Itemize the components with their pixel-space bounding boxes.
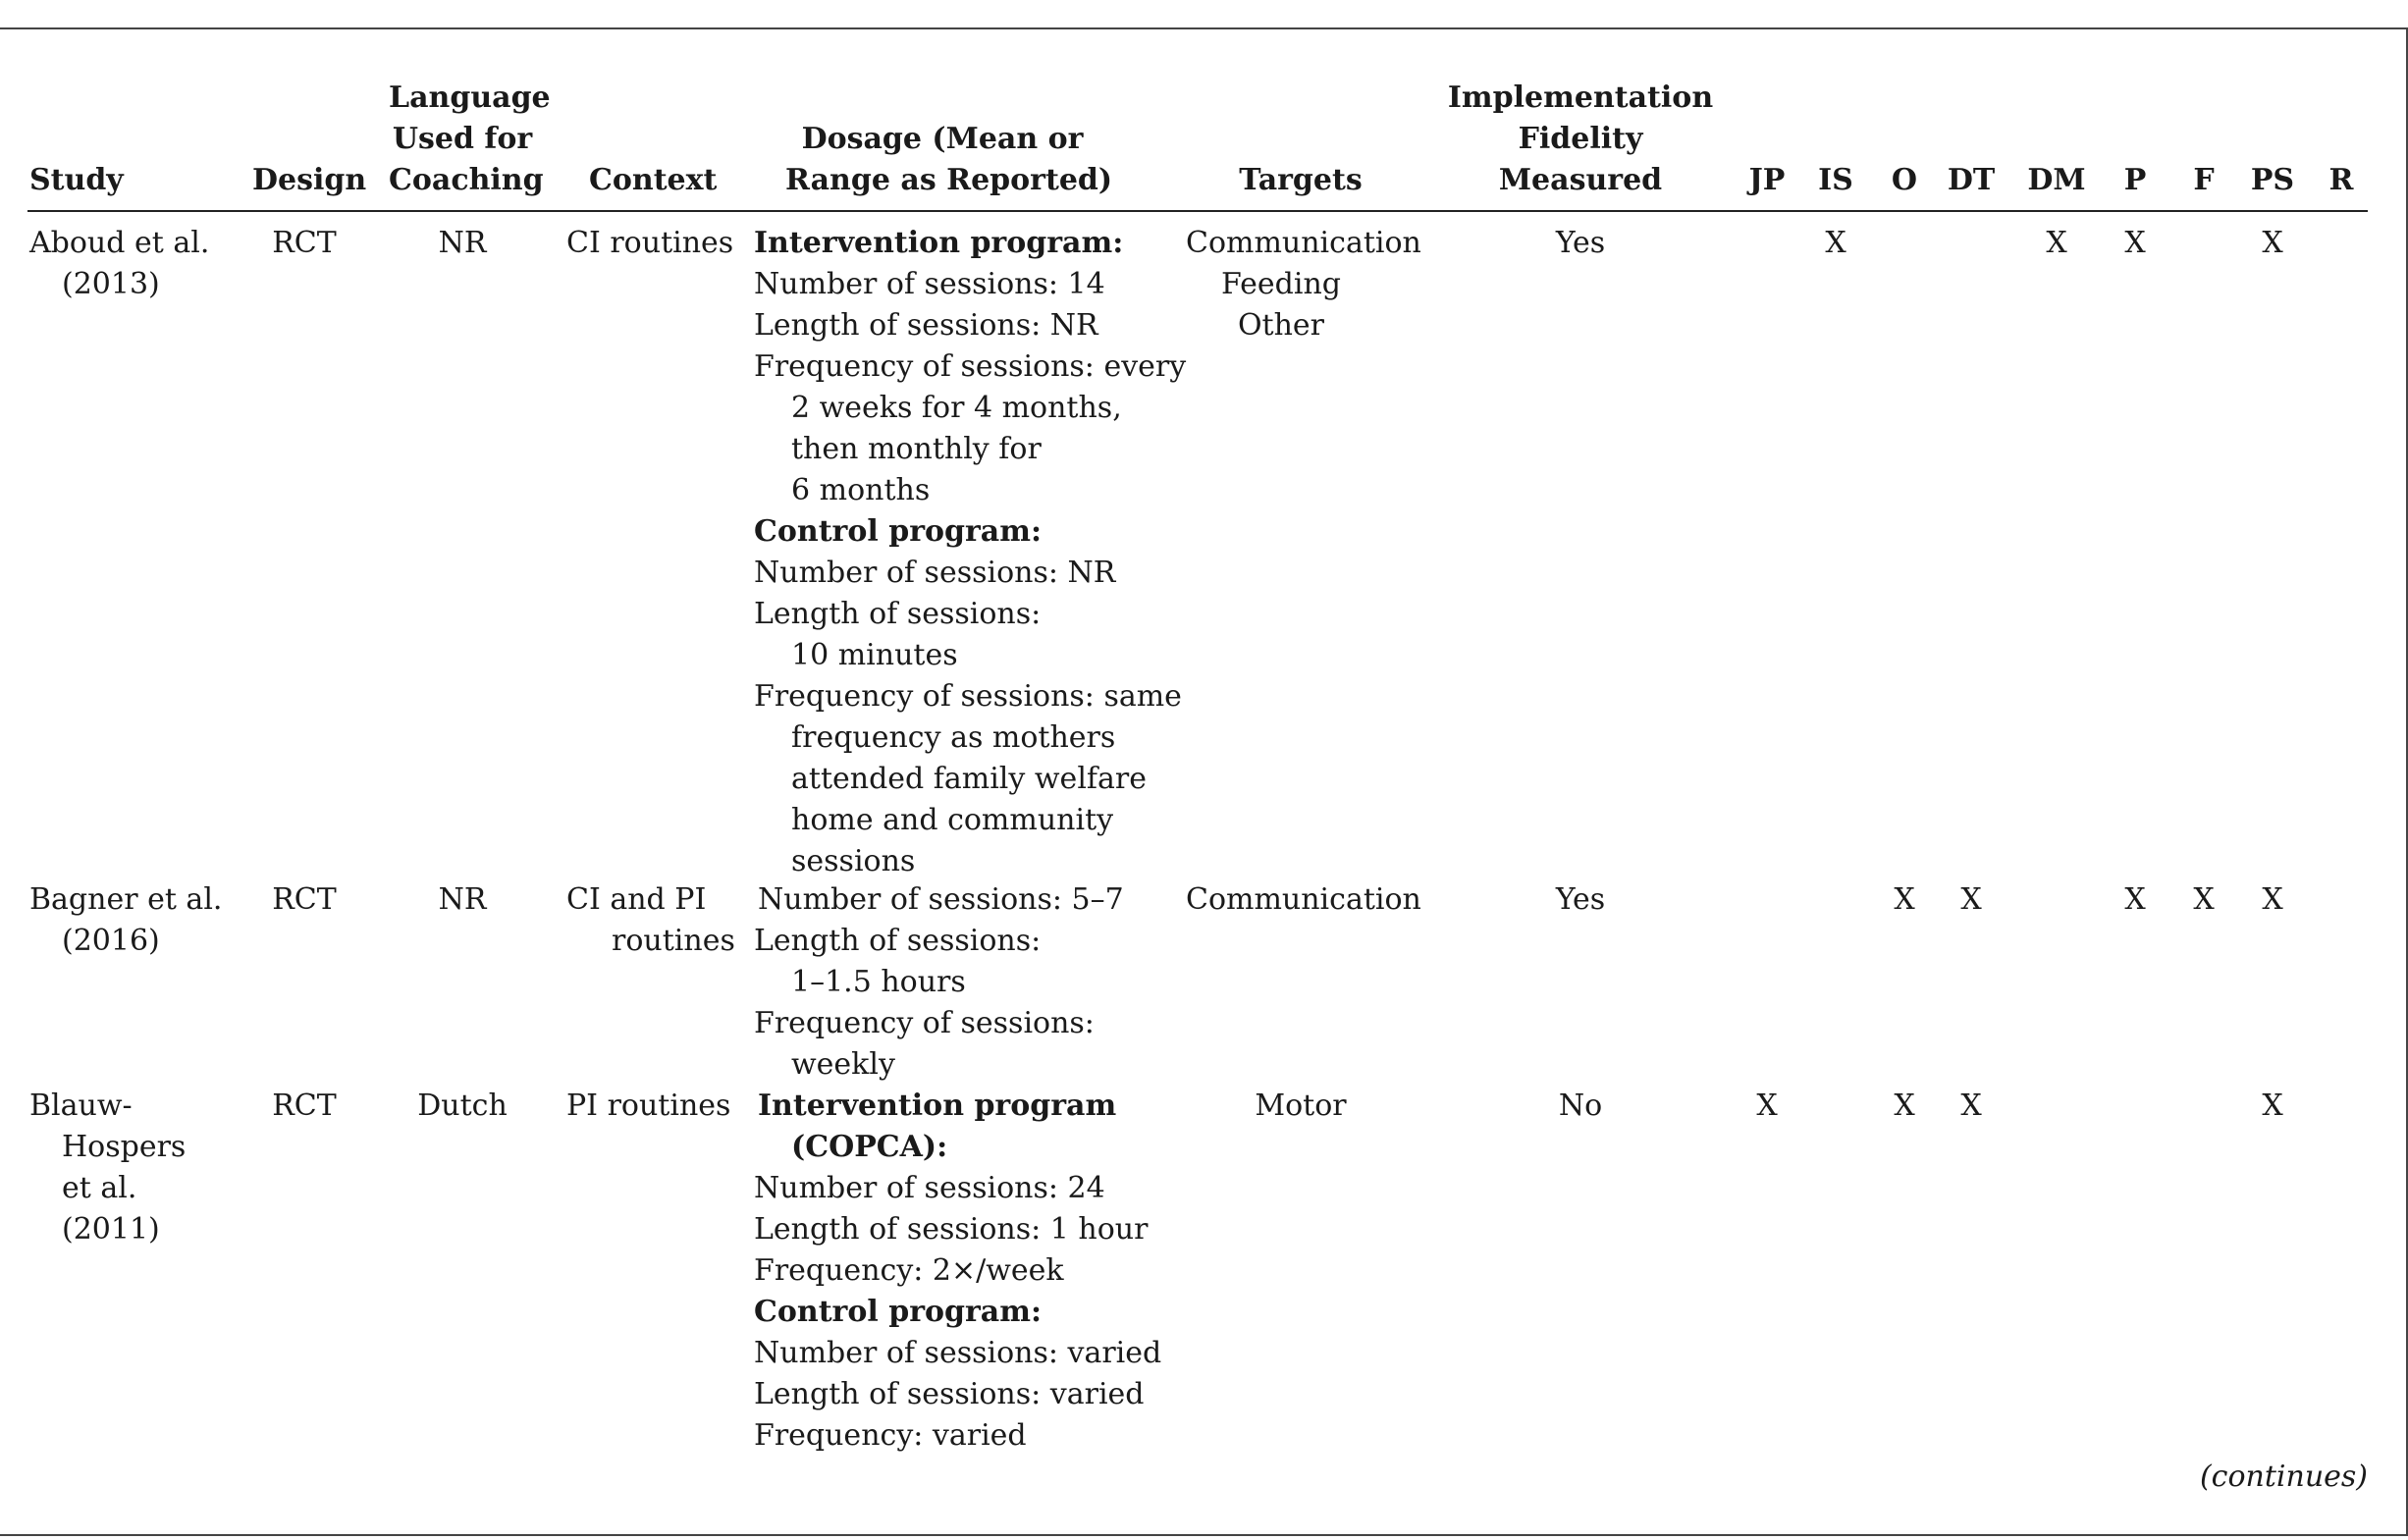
dosage-line: Frequency: 2×/week	[754, 1253, 1064, 1288]
header-is: IS	[1818, 163, 1853, 197]
header-o: O	[1891, 163, 1918, 197]
study-name: Aboud et al.	[29, 226, 210, 260]
dosage-line: 1–1.5 hours	[791, 965, 966, 999]
dosage-line: then monthly for	[791, 432, 1042, 466]
mark-o: X	[1894, 882, 1915, 917]
dosage-line: Frequency of sessions:	[754, 1006, 1095, 1040]
language-cell: Dutch	[417, 1089, 508, 1123]
study-name: Hospers	[62, 1130, 187, 1164]
mark-p: X	[2124, 226, 2146, 260]
dosage-line: Number of sessions: 24	[754, 1171, 1105, 1205]
table-bottom-border	[0, 1534, 2408, 1536]
mark-ps: X	[2262, 882, 2283, 917]
study-year: (2016)	[62, 924, 160, 958]
target-cell: Motor	[1255, 1089, 1347, 1123]
table-top-border	[0, 27, 2408, 29]
fidelity-cell: No	[1558, 1089, 1603, 1123]
header-r: R	[2328, 163, 2354, 197]
header-study: Study	[29, 163, 124, 197]
dosage-line: 6 months	[791, 473, 931, 507]
header-context: Context	[589, 163, 718, 197]
dosage-line: Control program:	[754, 514, 1043, 549]
study-name: Bagner et al.	[29, 882, 223, 917]
header-language-line-1: Language	[389, 80, 551, 115]
dosage-line: Length of sessions: varied	[754, 1377, 1145, 1411]
header-language-line-2: Used for	[392, 122, 533, 156]
dosage-line: frequency as mothers	[791, 720, 1116, 755]
dosage-line: Intervention program:	[754, 226, 1124, 260]
dosage-line: Number of sessions: 14	[754, 267, 1105, 301]
dosage-line: Intervention program	[758, 1089, 1117, 1123]
target-cell: Communication	[1186, 882, 1421, 917]
mark-ps: X	[2262, 1089, 2283, 1123]
header-dm: DM	[2027, 163, 2086, 197]
dosage-line: weekly	[791, 1047, 895, 1082]
mark-o: X	[1894, 1089, 1915, 1123]
language-cell: NR	[438, 226, 487, 260]
study-name: et al.	[62, 1171, 137, 1205]
continues-note: (continues)	[2199, 1460, 2368, 1494]
target-cell: Communication	[1186, 226, 1421, 260]
design-cell: RCT	[272, 882, 337, 917]
header-fidelity-line-1: Implementation	[1447, 80, 1714, 115]
dosage-line: Length of sessions: 1 hour	[754, 1212, 1149, 1247]
header-jp: JP	[1748, 163, 1786, 197]
study-year: (2011)	[62, 1212, 160, 1247]
design-cell: RCT	[272, 226, 337, 260]
mark-f: X	[2193, 882, 2215, 917]
mark-dm: X	[2046, 226, 2067, 260]
mark-jp: X	[1756, 1089, 1778, 1123]
header-p: P	[2123, 163, 2147, 197]
dosage-line: Frequency: varied	[754, 1418, 1027, 1453]
dosage-line: Length of sessions:	[754, 924, 1042, 958]
dosage-line: home and community	[791, 803, 1114, 837]
target-cell: Other	[1237, 308, 1325, 343]
dosage-line: 10 minutes	[791, 638, 958, 672]
mark-ps: X	[2262, 226, 2283, 260]
fidelity-cell: Yes	[1555, 882, 1606, 917]
mark-dt: X	[1960, 1089, 1982, 1123]
study-name: Blauw-	[29, 1089, 133, 1123]
study-year: (2013)	[62, 267, 160, 301]
header-dosage-line-1: Dosage (Mean or	[801, 122, 1084, 156]
target-cell: Feeding	[1220, 267, 1341, 301]
header-design: Design	[252, 163, 367, 197]
dosage-line: Number of sessions: NR	[754, 556, 1116, 590]
dosage-line: Control program:	[754, 1295, 1043, 1329]
header-dt: DT	[1947, 163, 1996, 197]
header-ps: PS	[2250, 163, 2295, 197]
header-dosage-line-2: Range as Reported)	[785, 163, 1113, 197]
dosage-line: Frequency of sessions: same	[754, 679, 1182, 714]
context-cell: CI routines	[566, 226, 734, 260]
dosage-line: 2 weeks for 4 months,	[791, 391, 1122, 425]
language-cell: NR	[438, 882, 487, 917]
dosage-line: Frequency of sessions: every	[754, 349, 1187, 384]
dosage-line: Length of sessions: NR	[754, 308, 1098, 343]
header-fidelity-line-3: Measured	[1498, 163, 1663, 197]
mark-p: X	[2124, 882, 2146, 917]
dosage-line: Length of sessions:	[754, 597, 1042, 631]
dosage-line: Number of sessions: 5–7	[758, 882, 1124, 917]
dosage-line: attended family welfare	[791, 762, 1147, 796]
dosage-line: (COPCA):	[791, 1130, 948, 1164]
context-cell: CI and PI	[566, 882, 707, 917]
context-cell: PI routines	[566, 1089, 731, 1123]
header-rule	[27, 210, 2368, 212]
design-cell: RCT	[272, 1089, 337, 1123]
dosage-line: Number of sessions: varied	[754, 1336, 1162, 1370]
header-targets: Targets	[1239, 163, 1363, 197]
mark-is: X	[1825, 226, 1846, 260]
header-f: F	[2193, 163, 2215, 197]
header-fidelity-line-2: Fidelity	[1518, 122, 1643, 156]
context-cell: routines	[612, 924, 735, 958]
header-language-line-3: Coaching	[389, 163, 544, 197]
mark-dt: X	[1960, 882, 1982, 917]
dosage-line: sessions	[791, 844, 916, 878]
fidelity-cell: Yes	[1555, 226, 1606, 260]
